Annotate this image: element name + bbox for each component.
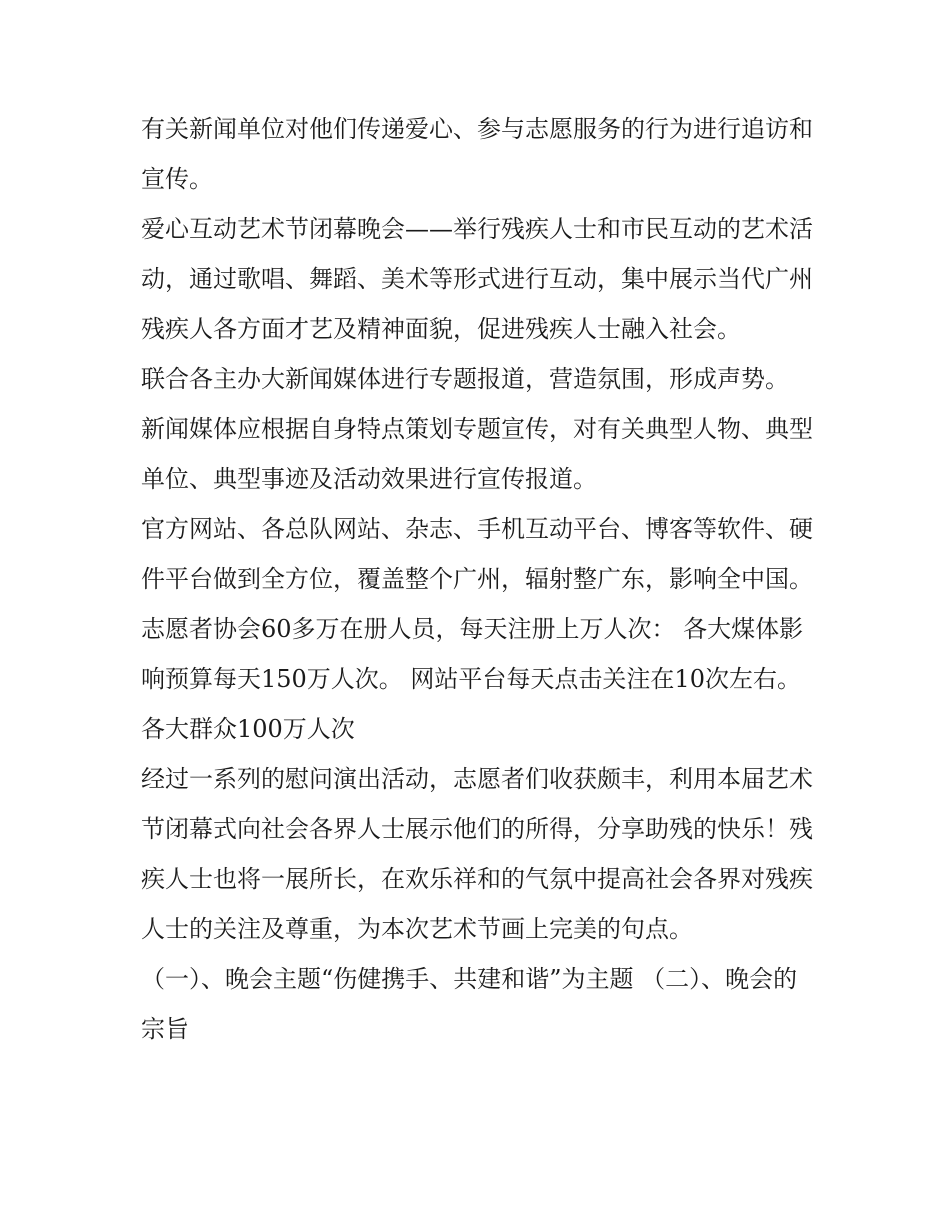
document-body	[141, 104, 821, 1054]
paragraph-media-coverage: 联合各主办大新闻媒体进行专题报道，营造氛围，形成声势。	[141, 365, 789, 393]
paragraph-gala-theme: （一）、晚会主题“伤健携手、共建和谐”为主题 （二）、晚会的宗旨	[141, 965, 798, 1043]
paragraph-summary: 经过一系列的慰问演出活动，志愿者们收获颇丰，利用本届艺术节闭幕式向社会各界人士展示他们的所得，分享助残的快乐！残疾人士也将一展所长，在欢乐祥和的气氛中提高社会各界对残疾人士的关注及尊重，为本次艺术节画上完美的句点。	[141, 765, 813, 943]
paragraph-news-followup: 有关新闻单位对他们传递爱心、参与志愿服务的行为进行追访和宣传。	[141, 115, 813, 193]
paragraph-audience-stats: 志愿者协会60多万在册人员，每天注册上万人次： 各大煤体影响预算每天150万人次。 网站平台每天点击关注在10次左右。 各大群众100万人次	[141, 615, 804, 743]
paragraph-closing-gala: 爱心互动艺术节闭幕晚会——举行残疾人士和市民互动的艺术活动，通过歌唱、舞蹈、美术等形式进行互动，集中展示当代广州残疾人各方面才艺及精神面貌，促进残疾人士融入社会。	[141, 215, 813, 343]
paragraph-platforms: 官方网站、各总队网站、杂志、手机互动平台、博客等软件、硬件平台做到全方位，覆盖整个广州，辐射整广东，影响全中国。	[141, 515, 813, 593]
paragraph-media-planning: 新闻媒体应根据自身特点策划专题宣传，对有关典型人物、典型单位、典型事迹及活动效果进行宣传报道。	[141, 415, 813, 493]
